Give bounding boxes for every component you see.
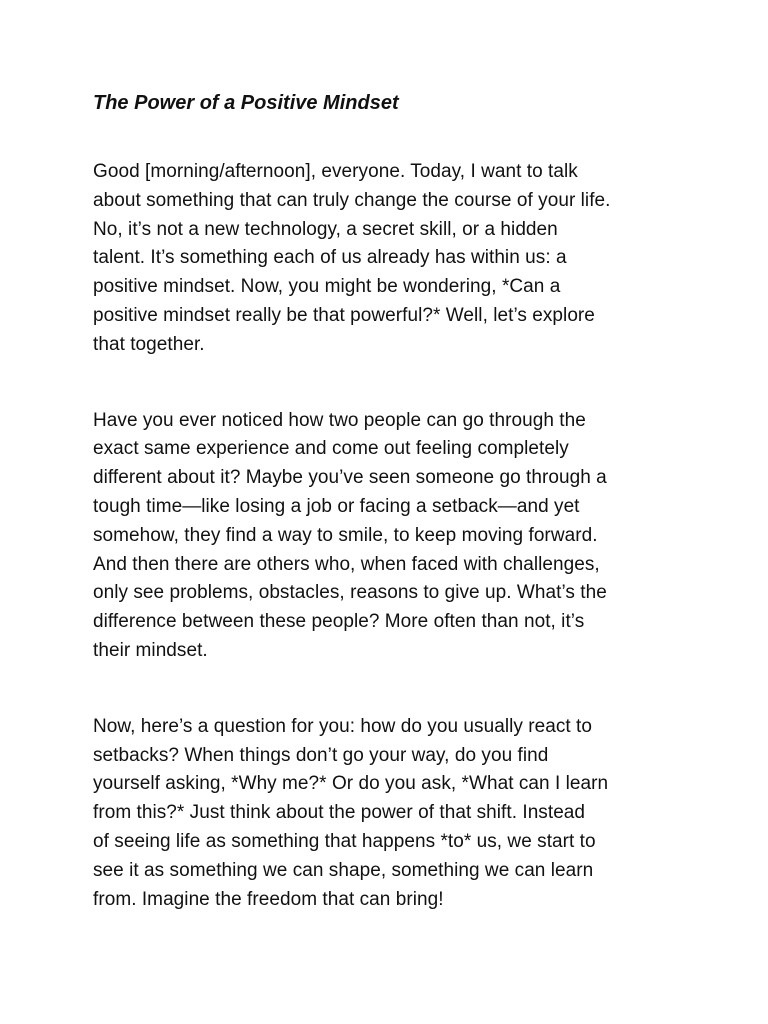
paragraph-1 xyxy=(93,158,693,360)
paragraph-line: that together. xyxy=(93,333,205,355)
paragraph-2 xyxy=(93,407,693,666)
paragraph-line: positive mindset. Now, you might be wondering, *Can a xyxy=(93,276,561,298)
paragraph-line: from. Imagine the freedom that can bring! xyxy=(93,888,444,910)
paragraph-line: Good [morning/afternoon], everyone. Today, I want to talk xyxy=(93,161,578,182)
paragraph-line: Now, here’s a question for you: how do you usually react to xyxy=(93,715,592,737)
paragraph-line: see it as something we can shape, something we can learn xyxy=(93,859,594,881)
document-page xyxy=(93,88,693,961)
paragraph-line: different about it? Maybe you’ve seen someone go through a xyxy=(93,467,607,489)
paragraph-line: talent. It’s something each of us already has within us: a xyxy=(93,247,567,269)
paragraph-line: And then there are others who, when faced with challenges, xyxy=(93,553,600,575)
paragraph-line: from this?* Just think about the power of that shift. Instead xyxy=(93,802,586,824)
paragraph-line: tough time—like losing a job or facing a setback—and yet xyxy=(93,495,580,517)
paragraph-line: yourself asking, *Why me?* Or do you ask, *What can I learn xyxy=(93,773,609,795)
paragraph-line: No, it’s not a new technology, a secret skill, or a hidden xyxy=(93,218,558,240)
document-title: The Power of a Positive Mindset xyxy=(93,92,399,114)
paragraph-line: difference between these people? More often than not, it’s xyxy=(93,611,585,633)
paragraph-line: about something that can truly change the course of your life. xyxy=(93,189,611,211)
paragraph-line: of seeing life as something that happens *to* us, we start to xyxy=(93,830,596,852)
paragraph-line: Have you ever noticed how two people can go through the xyxy=(93,409,586,431)
paragraph-line: somehow, they find a way to smile, to keep moving forward. xyxy=(93,524,598,546)
paragraph-line: positive mindset really be that powerful?* Well, let’s explore xyxy=(93,304,595,326)
paragraph-line: setbacks? When things don’t go your way, do you find xyxy=(93,744,549,766)
paragraph-3 xyxy=(93,713,693,915)
paragraph-line: exact same experience and come out feeling completely xyxy=(93,438,569,460)
paragraph-line: only see problems, obstacles, reasons to give up. What’s the xyxy=(93,582,607,604)
paragraph-line: their mindset. xyxy=(93,639,208,661)
